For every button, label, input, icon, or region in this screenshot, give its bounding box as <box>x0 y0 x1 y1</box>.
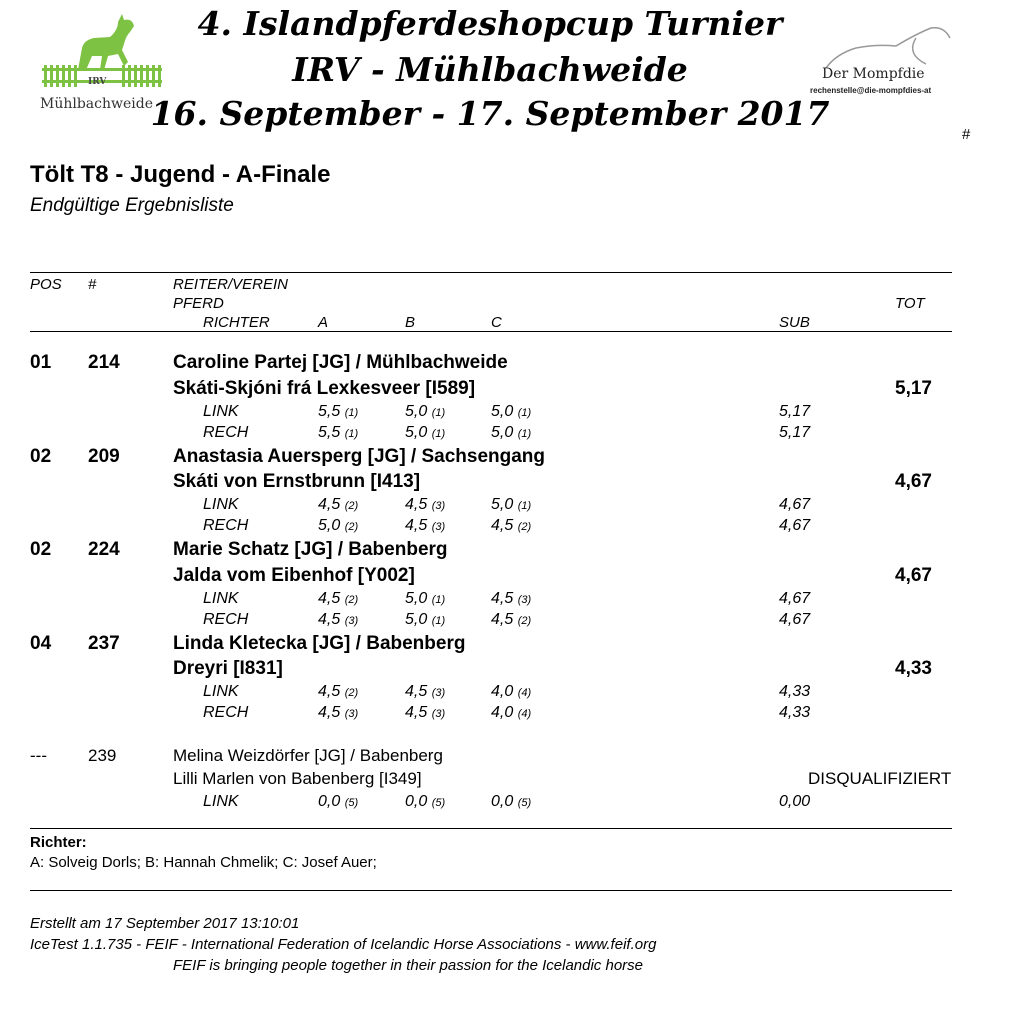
score-c: 4,5 (2) <box>491 611 532 628</box>
entry-pos: --- <box>30 746 47 765</box>
entry-tot: 4,33 <box>895 658 932 679</box>
entry-num: 209 <box>88 446 120 467</box>
entry-pos: 02 <box>30 446 52 467</box>
score-sub: 4,67 <box>779 590 811 607</box>
entry-num: 224 <box>88 539 120 560</box>
logo-abbr: IRV <box>88 77 107 87</box>
score-c: 0,0 (5) <box>491 793 532 810</box>
score-b: 5,0 (1) <box>405 403 446 420</box>
divider <box>30 331 952 332</box>
judge-row <box>203 590 239 608</box>
entry-horse: Jalda vom Eibenhof [Y002] <box>173 565 415 586</box>
col-judge: RICHTER <box>203 314 270 331</box>
score-sub: 4,67 <box>779 611 811 628</box>
judge-row <box>203 403 239 421</box>
judge-type: RECH <box>203 611 249 628</box>
score-b: 4,5 (3) <box>405 683 446 700</box>
col-rider: REITER/VEREIN <box>173 276 289 293</box>
entry-rider: Anastasia Auersperg [JG] / Sachsengang <box>173 446 546 467</box>
col-pos: POS <box>30 276 62 293</box>
entry-tot: 4,67 <box>895 471 932 492</box>
entry-tot: 5,17 <box>895 378 932 399</box>
score-c: 4,0 (4) <box>491 704 532 721</box>
score-sub: 4,67 <box>779 517 811 534</box>
col-b: B <box>405 314 416 331</box>
score-c: 5,0 (1) <box>491 403 532 420</box>
judge-row <box>203 704 248 722</box>
score-b: 4,5 (3) <box>405 517 446 534</box>
logo-brand: Der Mompfdie <box>822 66 925 82</box>
judge-type: LINK <box>203 793 239 810</box>
score-a: 4,5 (2) <box>318 683 359 700</box>
score-sub: 5,17 <box>779 403 811 420</box>
entry-pos: 04 <box>30 633 52 654</box>
divider <box>30 828 952 829</box>
created-timestamp: Erstellt am 17 September 2017 13:10:01 <box>30 915 300 932</box>
entry-horse: Lilli Marlen von Babenberg [I349] <box>173 769 422 788</box>
entry-rider: Caroline Partej [JG] / Mühlbachweide <box>173 352 508 373</box>
entry-num: 239 <box>88 746 117 765</box>
judge-type: RECH <box>203 704 249 721</box>
score-sub: 0,00 <box>779 793 811 810</box>
score-a: 4,5 (2) <box>318 590 359 607</box>
score-c: 4,5 (3) <box>491 590 532 607</box>
judges-heading: Richter: <box>30 834 87 851</box>
score-b: 5,0 (1) <box>405 424 446 441</box>
divider <box>30 890 952 891</box>
score-sub: 4,67 <box>779 496 811 513</box>
judge-type: RECH <box>203 424 249 441</box>
score-sub: 4,33 <box>779 683 811 700</box>
header-line-3: 16. September - 17. September 2017 <box>150 94 830 133</box>
judge-type: LINK <box>203 496 239 513</box>
entry-rider: Linda Kletecka [JG] / Babenberg <box>173 633 466 654</box>
score-a: 0,0 (5) <box>318 793 359 810</box>
score-a: 5,5 (1) <box>318 424 359 441</box>
score-c: 4,0 (4) <box>491 683 532 700</box>
slogan: FEIF is bringing people together in their passion for the Icelandic horse <box>173 957 643 974</box>
col-sub: SUB <box>779 314 810 331</box>
score-sub: 5,17 <box>779 424 811 441</box>
score-a: 4,5 (2) <box>318 496 359 513</box>
score-a: 5,5 (1) <box>318 403 359 420</box>
col-num: # <box>88 276 97 293</box>
judge-row <box>203 683 239 701</box>
entry-tot: 4,67 <box>895 565 932 586</box>
judge-row <box>203 517 248 535</box>
judge-row <box>203 424 248 442</box>
col-tot: TOT <box>895 295 925 312</box>
entry-num: 237 <box>88 633 120 654</box>
logo-email: rechenstelle@die-mompfdies-at <box>810 86 932 95</box>
entry-num: 214 <box>88 352 120 373</box>
divider <box>30 272 952 273</box>
score-a: 5,0 (2) <box>318 517 359 534</box>
hash-mark: # <box>962 126 971 143</box>
entry-rider: Marie Schatz [JG] / Babenberg <box>173 539 448 560</box>
judges-list: A: Solveig Dorls; B: Hannah Chmelik; C: Josef Auer; <box>30 854 377 871</box>
header-line-2: IRV - Mühlbachweide <box>292 50 688 89</box>
score-b: 5,0 (1) <box>405 590 446 607</box>
score-b: 0,0 (5) <box>405 793 446 810</box>
judge-row <box>203 611 248 629</box>
score-b: 4,5 (3) <box>405 496 446 513</box>
score-b: 5,0 (1) <box>405 611 446 628</box>
status-disqualified: DISQUALIFIZIERT <box>808 769 952 788</box>
software-info: IceTest 1.1.735 - FEIF - International Federation of Icelandic Horse Associations - www.feif.org <box>30 936 657 953</box>
col-c: C <box>491 314 502 331</box>
judge-type: LINK <box>203 590 239 607</box>
header-line-1: 4. Islandpferdeshopcup Turnier <box>197 4 783 43</box>
score-c: 4,5 (2) <box>491 517 532 534</box>
judge-type: LINK <box>203 683 239 700</box>
judge-type: RECH <box>203 517 249 534</box>
entry-horse: Dreyri [I831] <box>173 658 283 679</box>
page-subtitle: Endgültige Ergebnisliste <box>30 195 234 216</box>
judge-row <box>203 793 239 811</box>
col-horse: PFERD <box>173 295 224 312</box>
entry-rider: Melina Weizdörfer [JG] / Babenberg <box>173 746 443 765</box>
score-c: 5,0 (1) <box>491 424 532 441</box>
score-a: 4,5 (3) <box>318 704 359 721</box>
logo-label: Mühlbachweide <box>40 96 154 112</box>
judge-type: LINK <box>203 403 239 420</box>
col-a: A <box>318 314 329 331</box>
score-sub: 4,33 <box>779 704 811 721</box>
judge-row <box>203 496 239 514</box>
entry-pos: 02 <box>30 539 52 560</box>
entry-pos: 01 <box>30 352 52 373</box>
page-title: Tölt T8 - Jugend - A-Finale <box>30 161 331 188</box>
entry-horse: Skáti von Ernstbrunn [I413] <box>173 471 421 492</box>
score-b: 4,5 (3) <box>405 704 446 721</box>
score-c: 5,0 (1) <box>491 496 532 513</box>
score-a: 4,5 (3) <box>318 611 359 628</box>
entry-horse: Skáti-Skjóni frá Lexkesveer [I589] <box>173 378 476 399</box>
